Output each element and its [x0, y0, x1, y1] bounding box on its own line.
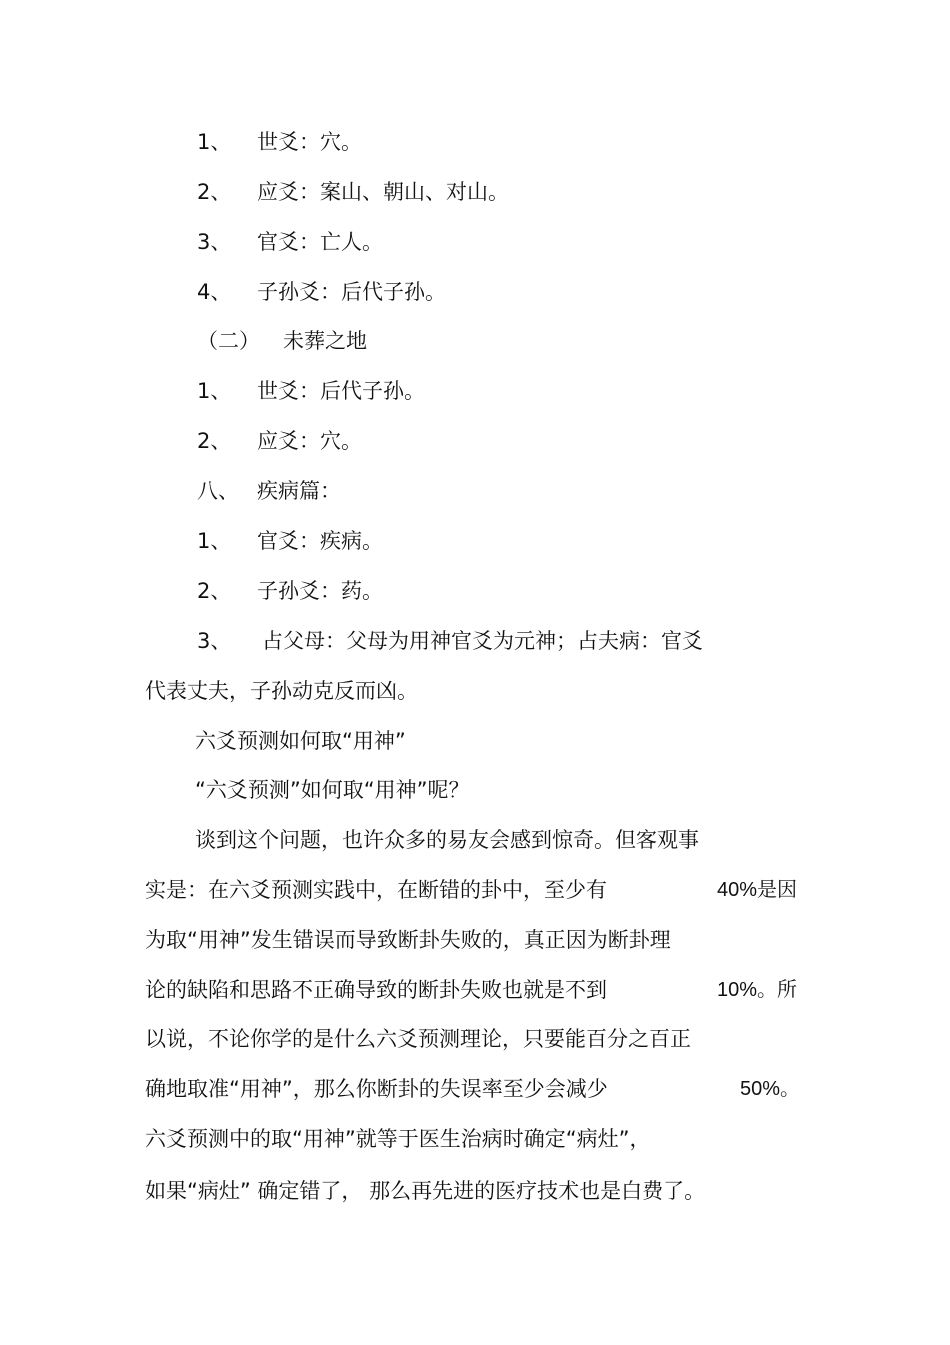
- list-item: [197, 128, 362, 156]
- list-item: [197, 278, 446, 306]
- item-text: 子孙爻：后代子孙。: [257, 280, 446, 304]
- percentage-text: 10%。所: [717, 979, 798, 1001]
- item-text: 应爻：穴。: [257, 429, 362, 453]
- item-text: 官爻：疾病。: [257, 529, 383, 553]
- heading-number: （二）: [197, 329, 260, 353]
- item-text: 占父母：父母为用神官爻为元神；占夫病：官爻: [262, 629, 703, 653]
- percentage-text: 40%是因: [717, 879, 798, 901]
- item-text: 官爻：亡人。: [257, 230, 383, 254]
- item-number: 3、: [197, 629, 232, 653]
- list-item: [197, 627, 703, 655]
- list-item: [197, 377, 425, 405]
- paragraph-line: 确地取准“用神”，那么你断卦的失误率至少会减少: [145, 1077, 608, 1101]
- paragraph-line: 以说，不论你学的是什么六爻预测理论，只要能百分之百正: [145, 1027, 691, 1051]
- article-subtitle: “六爻预测”如何取“用神”呢？: [195, 778, 470, 802]
- percentage-text: 50%。: [740, 1078, 801, 1100]
- list-item: [197, 527, 383, 555]
- item-number: 1、: [197, 379, 232, 403]
- heading-number: 八、: [197, 479, 239, 503]
- article-title: 六爻预测如何取“用神”: [195, 729, 406, 753]
- paragraph-line: 实是：在六爻预测实践中，在断错的卦中，至少有: [145, 878, 607, 902]
- item-text: 世爻：后代子孙。: [257, 379, 425, 403]
- paragraph-line: 论的缺陷和思路不正确导致的断卦失败也就是不到: [145, 978, 607, 1002]
- item-number: 2、: [197, 429, 232, 453]
- item-text: 子孙爻：药。: [257, 579, 383, 603]
- paragraph-line: 为取“用神”发生错误而导致断卦失败的，真正因为断卦理: [145, 928, 671, 952]
- paragraph-line: 六爻预测中的取“用神”就等于医生治病时确定“病灶”，: [145, 1127, 651, 1151]
- paragraph-line: 谈到这个问题，也许众多的易友会感到惊奇。但客观事: [195, 828, 699, 852]
- heading-text: 疾病篇：: [257, 479, 341, 503]
- item-number: 4、: [197, 280, 232, 304]
- item-number: 1、: [197, 130, 232, 154]
- item-number: 3、: [197, 230, 232, 254]
- item-text: 应爻：案山、朝山、对山。: [257, 180, 509, 204]
- chapter-heading: [197, 477, 341, 505]
- item-number: 1、: [197, 529, 232, 553]
- item-number: 2、: [197, 579, 232, 603]
- item-number: 2、: [197, 180, 232, 204]
- list-item: [197, 178, 509, 206]
- paragraph-line: 代表丈夫，子孙动克反而凶。: [145, 679, 418, 703]
- list-item: [197, 228, 383, 256]
- list-item: [197, 427, 362, 455]
- section-heading: [197, 327, 367, 355]
- paragraph-line: 如果“病灶” 确定错了， 那么再先进的医疗技术也是白费了。: [145, 1179, 706, 1203]
- heading-text: 未葬之地: [283, 329, 367, 353]
- list-item: [197, 577, 383, 605]
- item-text: 世爻：穴。: [257, 130, 362, 154]
